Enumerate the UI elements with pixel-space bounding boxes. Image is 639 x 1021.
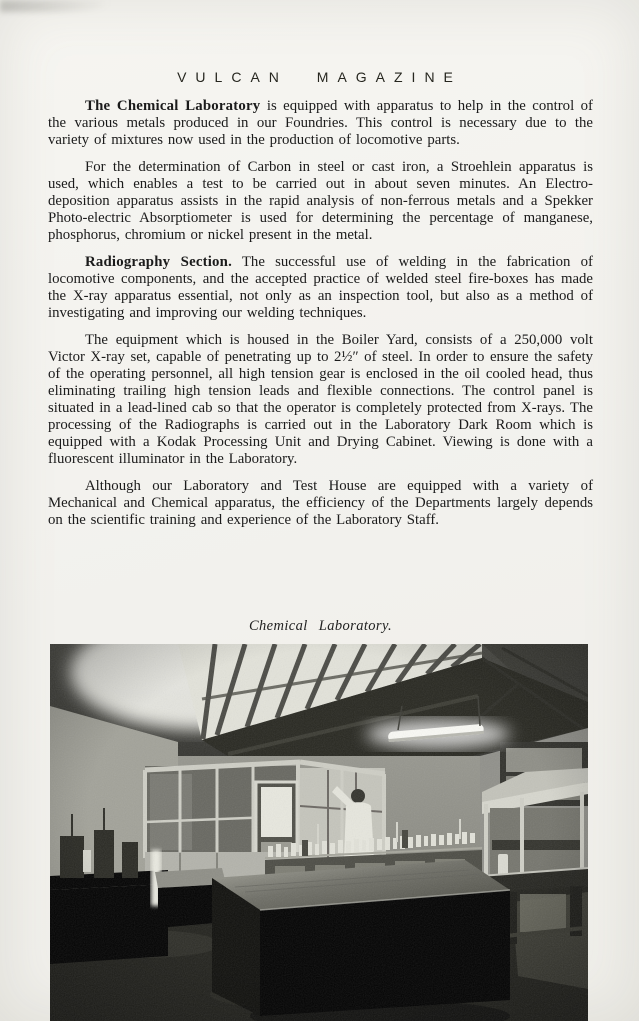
photo-grain: [50, 644, 588, 1021]
paragraph-carbon-determination: [48, 159, 593, 244]
paragraph-text: For the determination of Carbon in steel or cast iron, a Stroehlein apparatus is used, which enables a test to be carried out in about seven minutes. An Electro-deposition apparatus assists in the rapid analysis of non-ferrous metals and a Spekker Photo-electric Absorptiometer is used for determining the percentage of manganese, phosphorus, chromium or nickel present in the metal.: [48, 159, 593, 243]
paragraph-lead: Radiography Section.: [85, 254, 232, 270]
laboratory-photo: [50, 644, 588, 1021]
magazine-title: VULCAN MAGAZINE: [177, 69, 462, 86]
paragraph-text: The successful use of welding in the fabrication of locomotive components, and the accepted practice of welded steel fire-boxes has made the X-ray apparatus essential, not only as an inspection tool, but also as a method of investigating and improving our welding techniques.: [48, 254, 593, 321]
paragraph-xray-equipment: [48, 332, 593, 468]
paragraph-text: The equipment which is housed in the Boiler Yard, consists of a 250,000 volt Victor X-ray set, capable of penetrating up to 2½″ of steel. In order to ensure the safety of the operating personnel, all high tension gear is enclosed in the oil cooled head, thus eliminating trailing high tension leads and flexible connections. The control panel is situated in a lead-lined cab so that the operator is completely protected from X-rays. The processing of the Radiographs is carried out in the Laboratory Dark Room which is equipped with a Kodak Processing Unit and Drying Cabinet. Viewing is done with a fluorescent illuminator in the Laboratory.: [48, 332, 593, 467]
paragraph-text: is equipped with apparatus to help in the control of the various metals produced in our Foundries. This control is necessary due to the variety of mixtures now used in the production of locomotive parts.: [48, 98, 593, 148]
paragraph-text: Although our Laboratory and Test House are equipped with a variety of Mechanical and Chemical apparatus, the efficiency of the Departments largely depends on the scientific training and experience of the Laboratory Staff.: [48, 478, 593, 528]
laboratory-photo-graphic: [50, 644, 588, 1021]
paragraph-chemical-laboratory: [48, 98, 593, 149]
paragraph-laboratory-staff: [48, 478, 593, 529]
article-body: [48, 98, 593, 539]
paragraph-radiography-section: [48, 254, 593, 322]
photo-caption: Chemical Laboratory.: [248, 618, 393, 634]
scan-edge-smudge: [0, 0, 110, 12]
paragraph-lead: The Chemical Laboratory: [85, 98, 261, 114]
